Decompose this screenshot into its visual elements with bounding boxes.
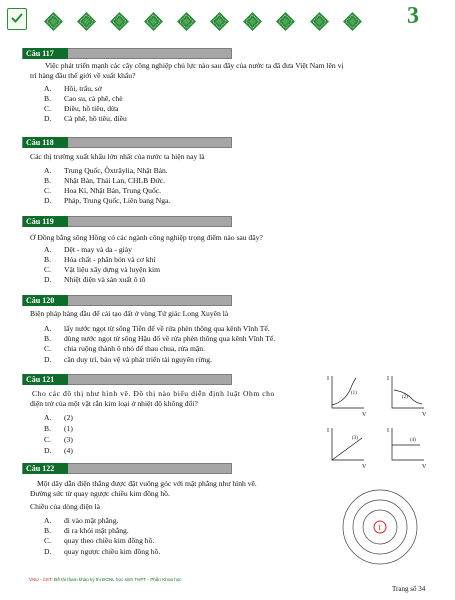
diamond-icon [144, 12, 163, 31]
graph-4-y-label: I [387, 428, 389, 434]
option-c[interactable] [44, 104, 119, 113]
option-text: lấy nước ngọt từ sông Tiền để về rửa phèn thông qua kênh Vĩnh Tế. [64, 324, 270, 333]
footer-text: Đề thi tham khảo kỳ thi ĐGNL học sinh THPT - Phần Khoa học [52, 577, 182, 582]
option-key: D. [44, 446, 52, 455]
option-c[interactable] [44, 536, 154, 545]
option-text: (4) [64, 446, 73, 455]
question-header-bar [22, 463, 232, 474]
option-key: B. [44, 424, 51, 433]
question-header-bar [22, 295, 232, 306]
option-b[interactable] [44, 526, 129, 535]
option-text: Trung Quốc, Ôxtrâylia, Nhật Bản. [64, 166, 168, 175]
question-label: Câu 121 [23, 374, 68, 385]
option-key: C. [44, 186, 51, 195]
diamond-icon [44, 12, 63, 31]
graph-3-line [332, 438, 362, 460]
magnetic-field-figure [334, 487, 426, 567]
option-text: Điều, hồ tiêu, dừa [64, 104, 119, 113]
stem-line: Việc phát triển mạnh các cây công nghiệp chủ lực nào sau đây của nước ta đã đưa Việt Nam lên vị [45, 61, 344, 70]
option-text: (1) [64, 424, 73, 433]
graph-3-y-label: I [327, 428, 329, 434]
option-text: dùng nước ngọt từ sông Hậu đổ về rửa phèn thông qua kênh Vĩnh Tế. [64, 334, 276, 343]
graph-3-label: (3) [352, 436, 358, 441]
option-a[interactable] [44, 516, 118, 525]
option-key: C. [44, 344, 51, 353]
diamond-icon [276, 12, 295, 31]
current-label: I [378, 524, 381, 532]
diamond-icon [77, 12, 96, 31]
option-text: cần duy trì, bảo vệ và phát triển tài nguyên rừng. [64, 355, 212, 364]
section-number: 3 [407, 3, 419, 29]
option-key: D. [44, 547, 52, 556]
question-stem [30, 479, 333, 512]
option-a[interactable] [44, 413, 73, 422]
option-text: (2) [64, 413, 73, 422]
question-label: Câu 119 [23, 216, 68, 227]
option-text: Nhật Bản, Thái Lan, CHLB Đức. [64, 176, 165, 185]
option-key: D. [44, 114, 52, 123]
option-text: Nhiệt điện và sản xuất ô tô [64, 275, 146, 284]
page-header [0, 0, 455, 44]
option-d[interactable] [44, 355, 212, 364]
option-b[interactable] [44, 176, 165, 185]
option-text: Dệt - may và da - giày [64, 245, 132, 254]
stem-line: trí hàng đầu thế giới về xuất khẩu? [30, 71, 136, 80]
diamond-icon [243, 12, 262, 31]
option-text: Pháp, Trung Quốc, Liên bang Nga. [64, 196, 171, 205]
option-b[interactable] [44, 424, 73, 433]
option-d[interactable] [44, 114, 127, 123]
diamond-icon [210, 12, 229, 31]
graph-3 [327, 428, 367, 470]
option-key: B. [44, 94, 51, 103]
graph-3-x-label: V [362, 464, 367, 470]
vnu-logo-icon [7, 8, 27, 30]
option-a[interactable] [44, 245, 132, 254]
option-b[interactable] [44, 334, 275, 343]
option-text: Cà phê, hồ tiêu, điều [64, 114, 127, 123]
diamond-icon [110, 12, 129, 31]
graph-4-label: (4) [410, 438, 416, 443]
option-key: A. [44, 84, 52, 93]
question-header-bar [22, 216, 232, 227]
option-key: C. [44, 104, 51, 113]
option-key: A. [44, 166, 52, 175]
graph-1-label: (1) [351, 391, 357, 396]
option-b[interactable] [44, 255, 156, 264]
stem-line: Các thị trường xuất khẩu lớn nhất của nước ta hiện nay là [30, 152, 205, 161]
option-key: C. [44, 536, 51, 545]
option-key: B. [44, 334, 51, 343]
option-key: C. [44, 435, 51, 444]
option-text: Vật liệu xây dựng và luyện kim [64, 265, 161, 274]
question-stem [30, 152, 428, 162]
option-key: A. [44, 324, 52, 333]
option-key: D. [44, 355, 52, 364]
diamond-icon [177, 12, 196, 31]
graph-2-x-label: V [422, 412, 427, 418]
question-header-bar [22, 374, 232, 385]
diamond-icon [310, 12, 329, 31]
option-text: Hóa chất - phân bón và cơ khí [64, 255, 156, 264]
option-d[interactable] [44, 275, 145, 284]
option-text: đi vào mặt phẳng. [64, 516, 119, 525]
graph-4-x-label: V [422, 464, 427, 470]
option-key: C. [44, 265, 51, 274]
graph-1-y-label: I [327, 376, 329, 382]
option-c[interactable] [44, 186, 161, 195]
option-text: Cao su, cà phê, chè [64, 94, 123, 103]
option-a[interactable] [44, 324, 270, 333]
option-a[interactable] [44, 84, 102, 93]
option-text: đi ra khỏi mặt phẳng. [64, 526, 129, 535]
graph-1-x-label: V [362, 412, 367, 418]
diamond-icon [343, 12, 362, 31]
stem-line: Cho các đồ thị như hình vẽ. Đồ thị nào biểu diễn định luật Ohm cho [32, 389, 275, 398]
option-a[interactable] [44, 166, 168, 175]
page-number-footer: Trang số 34 [392, 585, 426, 593]
question-header-bar [22, 48, 232, 59]
option-key: B. [44, 526, 51, 535]
option-d[interactable] [44, 196, 170, 205]
graph-2-y-label: I [387, 376, 389, 382]
option-c[interactable] [44, 265, 160, 274]
iv-graphs-figure [326, 372, 438, 472]
option-key: B. [44, 255, 51, 264]
question-stem [30, 309, 428, 319]
option-c[interactable] [44, 435, 73, 444]
option-key: A. [44, 516, 52, 525]
stem-line: Chiều của dòng điện là [30, 502, 101, 511]
stem-line: Một dây dẫn điện thẳng được đặt vuông góc với mặt phẳng như hình vẽ. [37, 479, 257, 488]
graph-4 [387, 428, 427, 470]
stem-line: Biện pháp hàng đầu để cải tạo đất ở vùng Tứ giác Long Xuyên là [30, 309, 229, 318]
footer-org: VNU - CET: [29, 577, 53, 582]
graph-2-label: (2) [402, 395, 408, 400]
option-text: Hồi, trẩu, sở [64, 84, 102, 93]
option-key: A. [44, 245, 52, 254]
footer-source [29, 577, 182, 582]
option-text: quay theo chiều kim đồng hồ. [64, 536, 155, 545]
option-key: D. [44, 196, 52, 205]
graph-2 [387, 376, 427, 418]
option-text: chia ruộng thành ô nhỏ để thau chua, rửa mặn. [64, 344, 205, 353]
option-key: D. [44, 275, 52, 284]
option-key: A. [44, 413, 52, 422]
option-d[interactable] [44, 547, 160, 556]
option-c[interactable] [44, 344, 205, 353]
option-text: Hoa Kì, Nhật Bản, Trung Quốc. [64, 186, 162, 195]
option-d[interactable] [44, 446, 73, 455]
question-stem [30, 61, 431, 81]
graph-2-curve [394, 390, 422, 404]
question-stem [30, 389, 323, 409]
stem-line: điện trở của một vật rắn kim loại ở nhiệt độ không đổi? [30, 399, 198, 408]
question-label: Câu 120 [23, 295, 68, 306]
option-b[interactable] [44, 94, 123, 103]
graph-1 [327, 376, 367, 418]
stem-line: Đường sức từ quay ngược chiều kim đồng hồ. [30, 489, 170, 498]
question-label: Câu 122 [23, 463, 68, 474]
question-label: Câu 118 [23, 137, 68, 148]
question-label: Câu 117 [23, 48, 68, 59]
stem-line: Ở Đồng bằng sông Hồng có các ngành công nghiệp trọng điểm nào sau đây? [30, 233, 263, 242]
option-key: B. [44, 176, 51, 185]
question-stem [30, 233, 428, 243]
option-text: (3) [64, 435, 73, 444]
option-text: quay ngược chiều kim đồng hồ. [64, 547, 161, 556]
question-header-bar [22, 137, 232, 148]
